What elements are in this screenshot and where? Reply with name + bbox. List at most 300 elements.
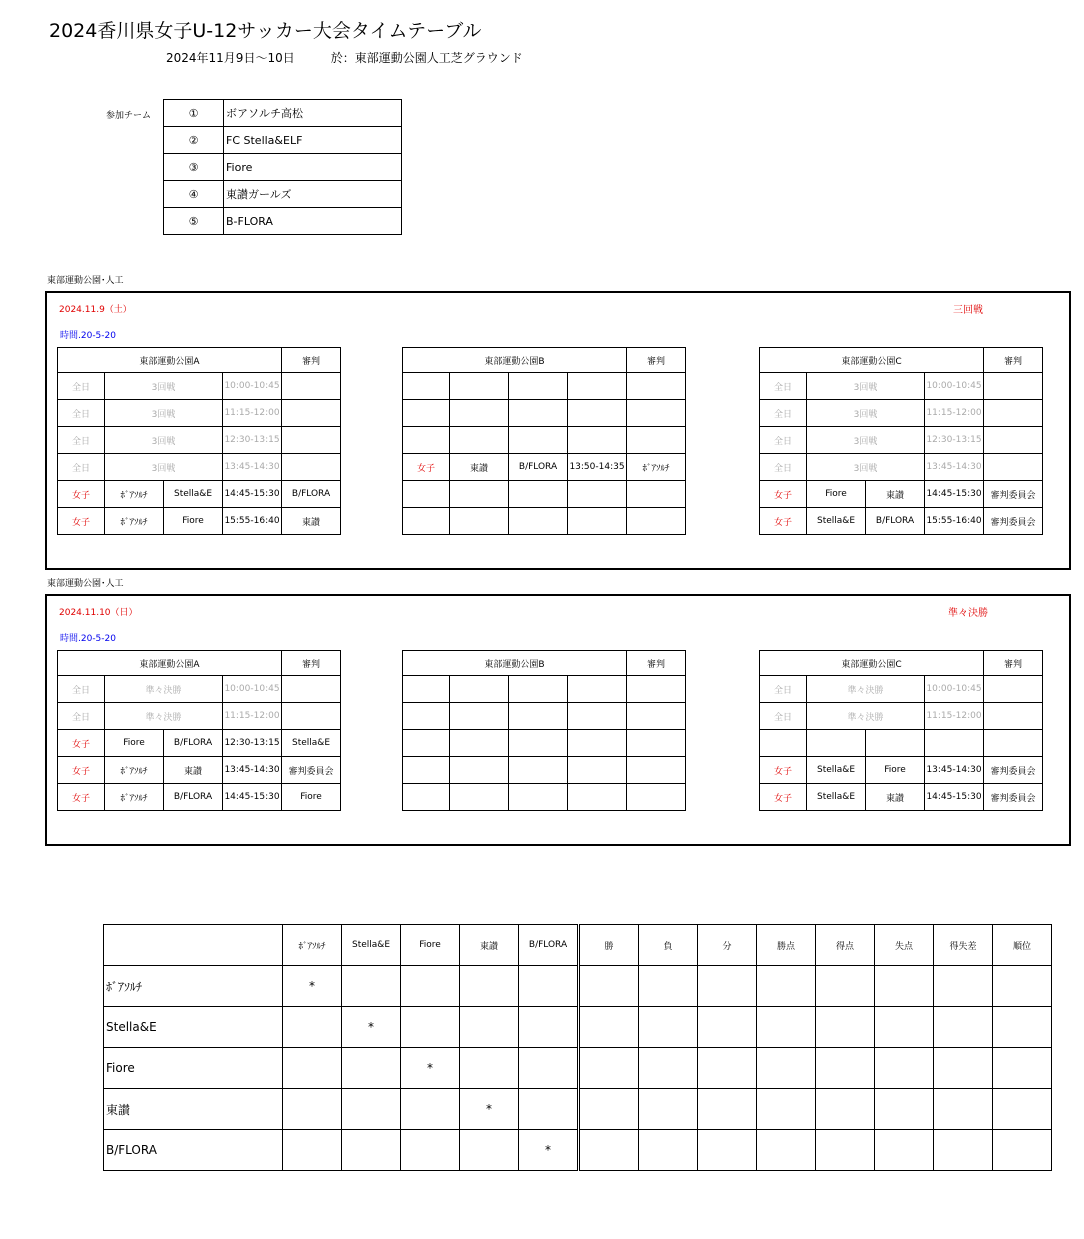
diagonal-mark: * — [460, 1089, 519, 1130]
team-a: 3回戦 — [807, 373, 925, 400]
standings-team-name: B/FLORA — [104, 1130, 283, 1171]
standings-cell — [993, 1089, 1052, 1130]
match-time — [925, 730, 984, 757]
match-category: 全日 — [58, 400, 105, 427]
match-time: 15:55-16:40 — [925, 508, 984, 535]
team-name: ボアソルチ高松 — [224, 100, 402, 127]
referee: 東讃 — [282, 508, 341, 535]
referee — [282, 676, 341, 703]
team-name: Fiore — [224, 154, 402, 181]
match-row — [760, 757, 1043, 784]
standings-header — [104, 925, 1052, 966]
standings-cell — [342, 1089, 401, 1130]
team-a — [450, 373, 509, 400]
standings-cell — [757, 1048, 816, 1089]
standings-table — [103, 924, 1052, 1171]
team-b: B/FLORA — [164, 730, 223, 757]
referee — [627, 400, 686, 427]
team-a: 3回戦 — [105, 400, 223, 427]
referee — [282, 400, 341, 427]
match-row — [403, 481, 686, 508]
match-row — [760, 508, 1043, 535]
field-name: 東部運動公園C — [760, 348, 984, 373]
team-a: 3回戦 — [807, 400, 925, 427]
referee — [984, 676, 1043, 703]
field-table — [759, 650, 1043, 811]
referee-header: 審判 — [984, 651, 1043, 676]
referee — [627, 676, 686, 703]
standings-cell — [875, 1130, 934, 1171]
match-time: 10:00-10:45 — [925, 676, 984, 703]
day-time-note: 時間.20-5-20 — [60, 634, 116, 644]
referee — [984, 373, 1043, 400]
field-name: 東部運動公園B — [403, 348, 627, 373]
match-category: 全日 — [58, 427, 105, 454]
day-date: 2024.11.10（日） — [59, 608, 138, 618]
match-category: 全日 — [58, 703, 105, 730]
match-category: 女子 — [760, 757, 807, 784]
standings-cell — [342, 966, 401, 1007]
referee-header: 審判 — [627, 348, 686, 373]
day-round: 準々決勝 — [948, 608, 988, 619]
field-table — [402, 347, 686, 535]
day2-venue-label: 東部運動公園･人工 — [47, 579, 124, 589]
referee — [984, 730, 1043, 757]
team-a: 3回戦 — [105, 373, 223, 400]
standings-cell — [757, 966, 816, 1007]
team-b — [509, 757, 568, 784]
team-a — [450, 730, 509, 757]
team-b — [509, 703, 568, 730]
match-row — [403, 703, 686, 730]
team-a — [807, 730, 866, 757]
match-time — [568, 373, 627, 400]
page-subtitle — [166, 49, 523, 66]
team-b — [509, 508, 568, 535]
standings-cell — [757, 1130, 816, 1171]
team-b — [509, 373, 568, 400]
match-time: 13:45-14:30 — [925, 757, 984, 784]
match-row — [403, 454, 686, 481]
field-header — [403, 348, 686, 373]
match-row — [403, 508, 686, 535]
day2-schedule — [45, 594, 1071, 846]
match-time: 12:30-13:15 — [223, 730, 282, 757]
match-row — [403, 373, 686, 400]
match-time: 14:45-15:30 — [925, 481, 984, 508]
diagonal-mark: * — [401, 1048, 460, 1089]
diagonal-mark: * — [283, 966, 342, 1007]
field-table — [759, 347, 1043, 535]
standings-row — [104, 966, 1052, 1007]
standings-row — [104, 1089, 1052, 1130]
match-category: 全日 — [760, 676, 807, 703]
standings-cell — [934, 1048, 993, 1089]
match-category — [403, 730, 450, 757]
match-row — [760, 373, 1043, 400]
standings-cell — [934, 1089, 993, 1130]
team-b: B/FLORA — [509, 454, 568, 481]
match-row — [760, 730, 1043, 757]
team-row — [164, 127, 402, 154]
day-round: 三回戦 — [953, 305, 983, 316]
match-time: 10:00-10:45 — [925, 373, 984, 400]
standings-cell — [816, 1130, 875, 1171]
standings-cell — [401, 1130, 460, 1171]
standings-cell — [816, 1048, 875, 1089]
team-b — [509, 400, 568, 427]
match-time — [568, 757, 627, 784]
match-category: 女子 — [403, 454, 450, 481]
referee — [627, 784, 686, 811]
standings-col-header: 失点 — [875, 925, 934, 966]
day-date: 2024.11.9（土） — [59, 305, 132, 315]
standings-col-header: B/FLORA — [519, 925, 579, 966]
referee: 審判委員会 — [282, 757, 341, 784]
standings-cell — [698, 966, 757, 1007]
referee — [282, 703, 341, 730]
referee: B/FLORA — [282, 481, 341, 508]
standings-cell — [639, 1048, 698, 1089]
match-row — [760, 400, 1043, 427]
team-b — [866, 730, 925, 757]
team-b — [509, 427, 568, 454]
standings-cell — [816, 1007, 875, 1048]
standings-col-header: 得失差 — [934, 925, 993, 966]
match-row — [58, 427, 341, 454]
match-row — [58, 784, 341, 811]
match-row — [760, 784, 1043, 811]
team-a: 3回戦 — [105, 454, 223, 481]
match-category: 全日 — [760, 400, 807, 427]
team-row — [164, 208, 402, 235]
match-time: 13:45-14:30 — [925, 454, 984, 481]
referee: Fiore — [282, 784, 341, 811]
referee-header: 審判 — [282, 651, 341, 676]
team-row — [164, 100, 402, 127]
standings-col-header: 負 — [639, 925, 698, 966]
team-a: 3回戦 — [807, 454, 925, 481]
match-category: 全日 — [760, 427, 807, 454]
match-time — [568, 427, 627, 454]
standings-col-header: 東讃 — [460, 925, 519, 966]
standings-cell — [875, 1048, 934, 1089]
match-row — [403, 427, 686, 454]
referee — [282, 373, 341, 400]
team-a: Fiore — [105, 730, 164, 757]
referee: Stella&E — [282, 730, 341, 757]
field-name: 東部運動公園A — [58, 651, 282, 676]
standings-cell — [460, 1130, 519, 1171]
standings-cell — [579, 1089, 639, 1130]
match-row — [58, 373, 341, 400]
standings-cell — [519, 1089, 579, 1130]
referee — [627, 481, 686, 508]
match-category: 女子 — [760, 481, 807, 508]
team-row — [164, 154, 402, 181]
team-a: Stella&E — [807, 508, 866, 535]
standings-team-name: Fiore — [104, 1048, 283, 1089]
match-row — [58, 730, 341, 757]
referee — [984, 703, 1043, 730]
match-category: 女子 — [760, 784, 807, 811]
match-category: 女子 — [58, 730, 105, 757]
match-time: 13:45-14:30 — [223, 454, 282, 481]
match-category — [760, 730, 807, 757]
match-row — [58, 454, 341, 481]
standings-team-name: Stella&E — [104, 1007, 283, 1048]
match-time: 11:15-12:00 — [223, 703, 282, 730]
match-time: 14:45-15:30 — [223, 481, 282, 508]
referee — [282, 454, 341, 481]
day1-schedule — [45, 291, 1071, 570]
match-time: 13:45-14:30 — [223, 757, 282, 784]
field-table — [57, 347, 341, 535]
team-a — [450, 703, 509, 730]
standings-cell — [460, 966, 519, 1007]
standings-col-header: 得点 — [816, 925, 875, 966]
standings-cell — [698, 1007, 757, 1048]
match-row — [58, 481, 341, 508]
standings-cell — [401, 1007, 460, 1048]
standings-corner — [104, 925, 283, 966]
teams-table — [163, 99, 402, 235]
standings-cell — [639, 1007, 698, 1048]
standings-cell — [579, 1130, 639, 1171]
standings-cell — [993, 1007, 1052, 1048]
referee: 審判委員会 — [984, 508, 1043, 535]
match-category: 全日 — [760, 454, 807, 481]
match-row — [760, 703, 1043, 730]
match-row — [403, 400, 686, 427]
team-a — [450, 784, 509, 811]
match-row — [403, 757, 686, 784]
match-row — [403, 784, 686, 811]
standings-col-header: ﾎﾞｱｿﾙﾁ — [283, 925, 342, 966]
match-category — [403, 676, 450, 703]
standings-cell — [283, 1130, 342, 1171]
match-category — [403, 481, 450, 508]
standings-cell — [993, 1048, 1052, 1089]
team-b — [509, 730, 568, 757]
team-number: ⑤ — [164, 208, 224, 235]
field-header — [58, 348, 341, 373]
match-time: 10:00-10:45 — [223, 373, 282, 400]
standings-cell — [283, 1007, 342, 1048]
standings-cell — [875, 966, 934, 1007]
team-number: ① — [164, 100, 224, 127]
match-row — [58, 703, 341, 730]
team-a: ﾎﾞｱｿﾙﾁ — [105, 757, 164, 784]
team-number: ④ — [164, 181, 224, 208]
standings-cell — [816, 1089, 875, 1130]
team-b — [509, 481, 568, 508]
match-time: 14:45-15:30 — [223, 784, 282, 811]
referee: 審判委員会 — [984, 481, 1043, 508]
referee — [627, 757, 686, 784]
team-b: 東讃 — [164, 757, 223, 784]
match-category — [403, 373, 450, 400]
event-dates: 2024年11月9日～10日 — [166, 51, 295, 65]
team-row — [164, 181, 402, 208]
standings-cell — [519, 1007, 579, 1048]
referee — [984, 454, 1043, 481]
match-time — [568, 508, 627, 535]
standings-cell — [698, 1130, 757, 1171]
match-category: 女子 — [58, 784, 105, 811]
standings-col-header: Fiore — [401, 925, 460, 966]
referee — [627, 730, 686, 757]
match-row — [760, 676, 1043, 703]
match-category: 全日 — [58, 676, 105, 703]
field-header — [403, 651, 686, 676]
team-a: Stella&E — [807, 784, 866, 811]
match-category — [403, 703, 450, 730]
standings-cell — [579, 1048, 639, 1089]
team-a: Fiore — [807, 481, 866, 508]
standings-row — [104, 1130, 1052, 1171]
field-header — [760, 651, 1043, 676]
match-category — [403, 784, 450, 811]
match-row — [403, 730, 686, 757]
match-category — [403, 508, 450, 535]
team-a — [450, 400, 509, 427]
team-a: Stella&E — [807, 757, 866, 784]
match-time: 12:30-13:15 — [223, 427, 282, 454]
standings-col-header: 順位 — [993, 925, 1052, 966]
diagonal-mark: * — [519, 1130, 579, 1171]
team-a: 準々決勝 — [105, 676, 223, 703]
field-table — [57, 650, 341, 811]
standings-col-header: Stella&E — [342, 925, 401, 966]
standings-cell — [519, 1048, 579, 1089]
standings-row — [104, 1048, 1052, 1089]
match-time — [568, 400, 627, 427]
standings-cell — [934, 1007, 993, 1048]
match-time — [568, 784, 627, 811]
match-category — [403, 427, 450, 454]
match-time: 13:50-14:35 — [568, 454, 627, 481]
standings-cell — [993, 1130, 1052, 1171]
standings-cell — [342, 1048, 401, 1089]
match-category: 全日 — [760, 373, 807, 400]
standings-cell — [342, 1130, 401, 1171]
field-header — [58, 651, 341, 676]
match-row — [760, 427, 1043, 454]
referee — [984, 400, 1043, 427]
standings-cell — [698, 1048, 757, 1089]
team-a: 3回戦 — [807, 427, 925, 454]
standings-col-header: 分 — [698, 925, 757, 966]
referee — [627, 508, 686, 535]
match-time: 15:55-16:40 — [223, 508, 282, 535]
match-row — [403, 676, 686, 703]
match-category: 女子 — [58, 508, 105, 535]
standings-team-name: ﾎﾞｱｿﾙﾁ — [104, 966, 283, 1007]
standings-col-header: 勝 — [579, 925, 639, 966]
match-time — [568, 676, 627, 703]
team-b: Fiore — [164, 508, 223, 535]
match-category — [403, 400, 450, 427]
team-a: 3回戦 — [105, 427, 223, 454]
team-a: 準々決勝 — [807, 703, 925, 730]
match-row — [58, 676, 341, 703]
page-title: 2024香川県女子U-12サッカー大会タイムテーブル — [49, 20, 482, 42]
standings-cell — [875, 1089, 934, 1130]
team-a — [450, 676, 509, 703]
team-a — [450, 427, 509, 454]
standings-cell — [401, 1089, 460, 1130]
event-venue: 於：東部運動公園人工芝グラウンド — [330, 51, 523, 65]
team-name: 東讃ガールズ — [224, 181, 402, 208]
match-time: 12:30-13:15 — [925, 427, 984, 454]
referee-header: 審判 — [984, 348, 1043, 373]
match-category: 全日 — [760, 703, 807, 730]
match-row — [58, 400, 341, 427]
team-a — [450, 508, 509, 535]
standings-team-name: 東讃 — [104, 1089, 283, 1130]
referee: 審判委員会 — [984, 784, 1043, 811]
standings-cell — [816, 966, 875, 1007]
standings-cell — [993, 966, 1052, 1007]
match-category: 女子 — [760, 508, 807, 535]
referee — [627, 427, 686, 454]
standings-cell — [639, 1130, 698, 1171]
standings-cell — [639, 966, 698, 1007]
standings-row — [104, 1007, 1052, 1048]
team-a — [450, 481, 509, 508]
match-row — [58, 757, 341, 784]
team-number: ③ — [164, 154, 224, 181]
match-time: 11:15-12:00 — [925, 703, 984, 730]
standings-cell — [875, 1007, 934, 1048]
standings-cell — [934, 966, 993, 1007]
team-a — [450, 757, 509, 784]
team-a: 東讃 — [450, 454, 509, 481]
match-category: 女子 — [58, 481, 105, 508]
standings-cell — [934, 1130, 993, 1171]
match-time: 10:00-10:45 — [223, 676, 282, 703]
standings-cell — [460, 1048, 519, 1089]
standings-cell — [283, 1089, 342, 1130]
match-time — [568, 481, 627, 508]
match-time: 11:15-12:00 — [223, 400, 282, 427]
referee-header: 審判 — [627, 651, 686, 676]
team-a: ﾎﾞｱｿﾙﾁ — [105, 784, 164, 811]
day1-venue-label: 東部運動公園･人工 — [47, 276, 124, 286]
team-b — [509, 676, 568, 703]
match-category: 女子 — [58, 757, 105, 784]
standings-cell — [460, 1007, 519, 1048]
team-a: 準々決勝 — [105, 703, 223, 730]
referee: ﾎﾞｱｿﾙﾁ — [627, 454, 686, 481]
standings-cell — [401, 966, 460, 1007]
standings-col-header: 勝点 — [757, 925, 816, 966]
team-name: B-FLORA — [224, 208, 402, 235]
team-a: ﾎﾞｱｿﾙﾁ — [105, 508, 164, 535]
team-b: 東讃 — [866, 784, 925, 811]
team-b — [509, 784, 568, 811]
match-row — [58, 508, 341, 535]
match-time: 14:45-15:30 — [925, 784, 984, 811]
field-name: 東部運動公園C — [760, 651, 984, 676]
match-row — [760, 454, 1043, 481]
team-b: B/FLORA — [866, 508, 925, 535]
standings-cell — [519, 966, 579, 1007]
referee — [627, 373, 686, 400]
team-a: ﾎﾞｱｿﾙﾁ — [105, 481, 164, 508]
standings-cell — [579, 966, 639, 1007]
